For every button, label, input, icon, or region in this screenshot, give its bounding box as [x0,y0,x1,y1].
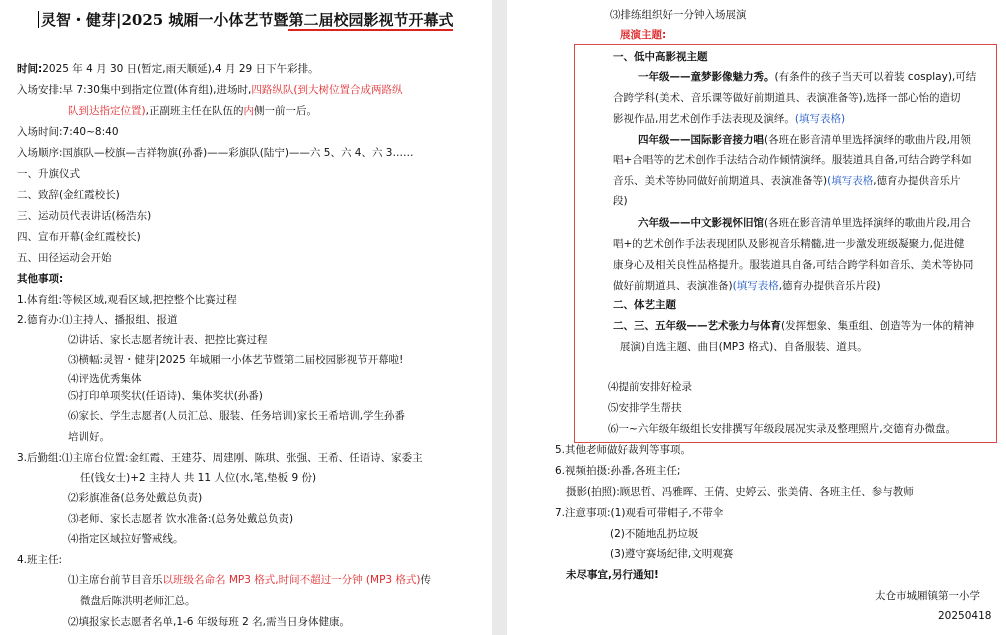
title-underlined-part: 第二届校园影视节开幕式 [288,11,454,29]
program-item: 二、致辞(金红霞校长) [17,189,120,201]
logistics-line: 3.后勤组:⑴主席台位置:金红霞、王建芬、周建刚、陈琪、张强、王希、任语诗、家委主 [17,452,423,464]
program-item: 一、升旗仪式 [17,168,80,180]
show-heading: 展演主题: [620,29,667,41]
teacher-line: 微盘后陈洪明老师汇总。 [80,595,196,607]
grade6-line: 做好前期道具、表演准备)(填写表格,德育办提供音乐片段) [613,280,881,292]
grade1-line: 合跨学科(美术、音乐课等做好前期道具、表演准备等),选择一部心怡的造切 [613,92,961,104]
logistics-line: ⑷指定区域拉好警戒线。 [68,533,184,545]
logistics-line: ⑵彩旗准备(总务处戴总负责) [68,492,203,504]
program-item: 四、宣布开幕(金红霞校长) [17,231,141,243]
notice-line: (3)遵守赛场纪律,文明观赛 [610,548,734,560]
theme-heading-1: 一、低中高影视主题 [613,51,708,63]
pe-art-line: 二、三、五年级——艺术张力与体育(发挥想象、集重组、创造等为一体的精神 [613,320,975,332]
logistics-line: ⑶老师、家长志愿者 饮水准备:(总务处戴总负责) [68,513,294,525]
document-title: 灵智・健芽|2025 城厢一小体艺节暨第二届校园影视节开幕式 [38,10,453,30]
document-page-left[interactable] [0,0,492,635]
teacher-line: ⑴主席台前节目音乐以班级名命名 MP3 格式,时间不超过一分钟 (MP3 格式)传 [68,574,432,586]
closing-line: 未尽事宜,另行通知! [566,569,659,581]
moral-office-line: ⑸打印单项奖状(任语诗)、集体奖状(孙番) [68,390,263,402]
moral-office-line: ⑶横幅:灵智・健芽|2025 年城厢一小体艺节暨第二届校园影视节开幕啦! [68,354,404,366]
checkin-line: ⑷提前安排好检录 [608,381,692,393]
moral-office-line: 2.德育办:⑴主持人、播报组、报道 [17,314,178,326]
notice-line: (2)不随地乱扔垃圾 [610,528,699,540]
text-cursor [38,11,39,28]
arrangement-line-2: 队到达指定位置),正副班主任在队伍的内侧一前一后。 [68,105,317,117]
helper-line: ⑸安排学生帮扶 [608,402,682,414]
document-page-right[interactable] [507,0,1006,635]
document-date: 20250418 [938,610,992,622]
moral-office-line: ⑵讲话、家长志愿者统计表、把控比赛过程 [68,334,268,346]
entry-time: 入场时间:7:40~8:40 [17,126,119,138]
grade4-line: 四年级——国际影音接力唱(各班在影音清单里选择演绎的歌曲片段,用领 [638,134,971,146]
photo-line: 摄影(拍照):顾思哲、冯雅晖、王倩、史婷云、张美倩、各班主任、参与教师 [566,486,914,498]
pe-group-line: 1.体育组:等候区域,观看区域,把控整个比赛过程 [17,294,237,306]
grade6-line: 唱+的艺术创作手法表现团队及影视音乐精髓,进一步激发班级凝聚力,促进健 [613,238,965,250]
entry-order: 入场顺序:国旗队—校旗—吉祥物旗(孙番)——彩旗队(陆宁)——六 5、六 4、六 3…… [17,147,414,159]
moral-office-line: ⑹家长、学生志愿者(人员汇总、服装、任务培训)家长王希培训,学生孙番 [68,410,406,422]
time-line: 时间:2025 年 4 月 30 日(暂定,雨天顺延),4 月 29 日下午彩排。 [17,63,319,75]
school-name: 太仓市城厢镇第一小学 [875,590,980,602]
record-line: ⑹一~六年级年级组长安排撰写年级段展况实录及整理照片,交德育办微盘。 [608,423,957,435]
grade4-line: 音乐、美术等协同做好前期道具、表演准备等)(填写表格,德育办提供音乐片 [613,175,961,187]
other-teachers-line: 5.其他老师做好裁判等事项。 [555,444,692,456]
grade6-line: 六年级——中文影视怀旧馆(各班在影音清单里选择演绎的歌曲片段,用合 [638,217,971,229]
teacher-line: ⑵填报家长志愿者名单,1-6 年级每班 2 名,需当日身体健康。 [68,616,351,628]
other-heading: 其他事项: [17,273,64,285]
video-line: 6.视频拍摄:孙番,各班主任; [555,465,681,477]
grade4-line: 段) [613,195,628,207]
grade6-line: 康身心及相关良性品格提升。服装道具自备,可结合跨学科如音乐、美术等协同 [613,259,974,271]
moral-office-line: 培训好。 [68,431,110,443]
moral-office-line: ⑷评选优秀集体 [68,373,142,385]
grade4-line: 唱+合唱等的艺术创作手法结合动作倾情演绎。服装道具自备,可结合跨学科如 [613,154,972,166]
notice-line: 7.注意事项:(1)观看可带帽子,不带伞 [555,507,724,519]
pe-art-line: 展演)自选主题、曲目(MP3 格式)、自备服装、道具。 [620,341,868,353]
grade1-line: 一年级——童梦影像魅力秀。(有条件的孩子当天可以着装 cosplay),可结 [638,71,977,83]
arrangement-line-1: 入场安排:早 7:30集中到指定位置(体育组),进场时,四路纵队(到大树位置合成两路纵 [17,84,403,96]
teacher-heading: 4.班主任: [17,554,63,566]
grade1-line: 影视作品,用艺术创作手法表现及演绎。(填写表格) [613,113,846,125]
rehearsal-line: ⑶排练组织好一分钟入场展演 [610,9,747,21]
logistics-line: 任(钱女士)+2 主持人 共 11 人位(水,笔,垫板 9 份) [80,472,317,484]
program-item: 三、运动员代表讲话(杨浩东) [17,210,152,222]
theme-heading-2: 二、体艺主题 [613,299,676,311]
program-item: 五、田径运动会开始 [17,252,112,264]
